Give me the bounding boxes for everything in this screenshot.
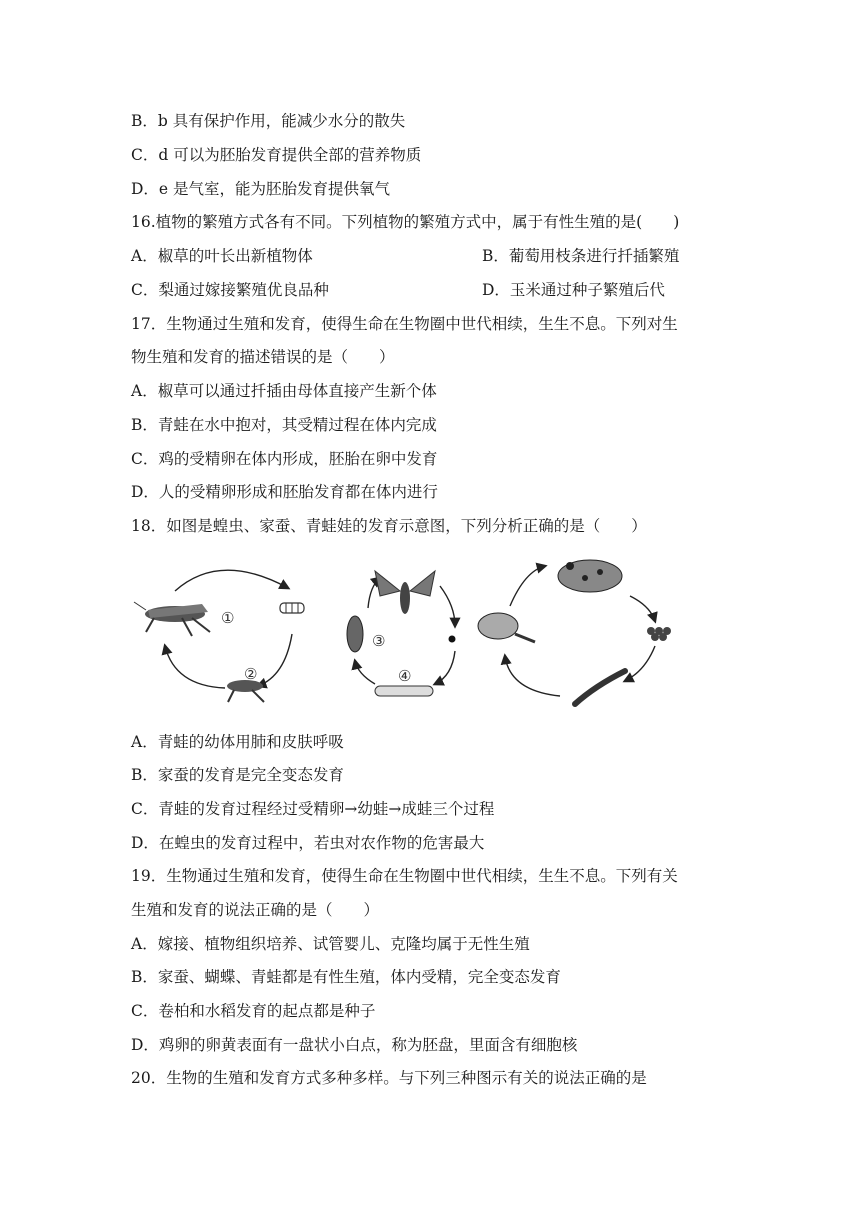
q16-option-b: B．葡萄用枝条进行扦插繁殖: [482, 247, 680, 265]
silkworm-cycle: [347, 571, 456, 696]
q18-option-a: A．青蛙的幼体用肺和皮肤呼吸: [131, 733, 344, 751]
q15-option-d: D．e 是气室，能为胚胎发育提供氧气: [131, 180, 391, 198]
locust-nymph-icon: [227, 680, 264, 702]
q17-stem-line1: 17．生物通过生殖和发育，使得生命在生物圈中世代相续，生生不息。下列对生: [131, 315, 678, 333]
young-frog-icon: [478, 613, 535, 642]
stage-label-4: ④: [398, 667, 412, 685]
q19-stem-line1: 19．生物通过生殖和发育，使得生命在生物圈中世代相续，生生不息。下列有关: [131, 867, 678, 885]
q19-option-a: A．嫁接、植物组织培养、试管婴儿、克隆均属于无性生殖: [131, 935, 530, 953]
frog-cycle: [478, 560, 671, 704]
tadpole-icon: [575, 671, 625, 704]
q17-option-b: B．青蛙在水中抱对，其受精过程在体内完成: [131, 416, 437, 434]
q16-option-a: A．椒草的叶长出新植物体: [131, 247, 313, 265]
adult-frog-icon: [558, 560, 622, 592]
silk-moth-icon: [375, 571, 435, 614]
stage-label-3: ③: [372, 632, 386, 650]
q17-option-c: C．鸡的受精卵在体内形成，胚胎在卵中发育: [131, 450, 438, 468]
q19-stem-line2: 生殖和发育的说法正确的是（ ）: [131, 901, 380, 919]
q17-option-d: D．人的受精卵形成和胚胎发育都在体内进行: [131, 483, 438, 501]
q15-option-c: C．d 可以为胚胎发育提供全部的营养物质: [131, 146, 422, 164]
q18-option-d: D．在蝗虫的发育过程中，若虫对农作物的危害最大: [131, 834, 485, 852]
q20-stem: 20．生物的生殖和发育方式多种多样。与下列三种图示有关的说法正确的是: [131, 1069, 647, 1087]
q16-stem: 16.植物的繁殖方式各有不同。下列植物的繁殖方式中，属于有性生殖的是( ): [131, 213, 680, 231]
q16-option-d: D．玉米通过种子繁殖后代: [482, 281, 665, 299]
adult-locust-icon: [134, 602, 210, 636]
development-diagram: [130, 546, 690, 716]
stage-label-2: ②: [244, 665, 258, 683]
q19-option-c: C．卷柏和水稻发育的起点都是种子: [131, 1002, 376, 1020]
q15-option-b: B．b 具有保护作用，能减少水分的散失: [131, 112, 406, 130]
q19-option-d: D．鸡卵的卵黄表面有一盘状小白点，称为胚盘，里面含有细胞核: [131, 1036, 578, 1054]
q17-option-a: A．椒草可以通过扦插由母体直接产生新个体: [131, 382, 437, 400]
q17-stem-line2: 物生殖和发育的描述错误的是（ ）: [131, 348, 395, 366]
locust-eggs-icon: [280, 603, 304, 613]
frog-eggs-icon: [647, 627, 671, 641]
q16-option-c: C．梨通过嫁接繁殖优良品种: [131, 281, 329, 299]
silkworm-egg-icon: [449, 636, 456, 643]
q18-option-b: B．家蚕的发育是完全变态发育: [131, 766, 344, 784]
q19-option-b: B．家蚕、蝴蝶、青蛙都是有性生殖，体内受精，完全变态发育: [131, 968, 561, 986]
silkworm-larva-icon: [375, 686, 433, 696]
stage-label-1: ①: [221, 609, 235, 627]
locust-cycle: [134, 570, 304, 702]
q18-stem: 18．如图是蝗虫、家蚕、青蛙娃的发育示意图，下列分析正确的是（ ）: [131, 517, 647, 535]
q18-option-c: C．青蛙的发育过程经过受精卵→幼蛙→成蛙三个过程: [131, 800, 495, 818]
silkworm-pupa-icon: [347, 616, 363, 652]
